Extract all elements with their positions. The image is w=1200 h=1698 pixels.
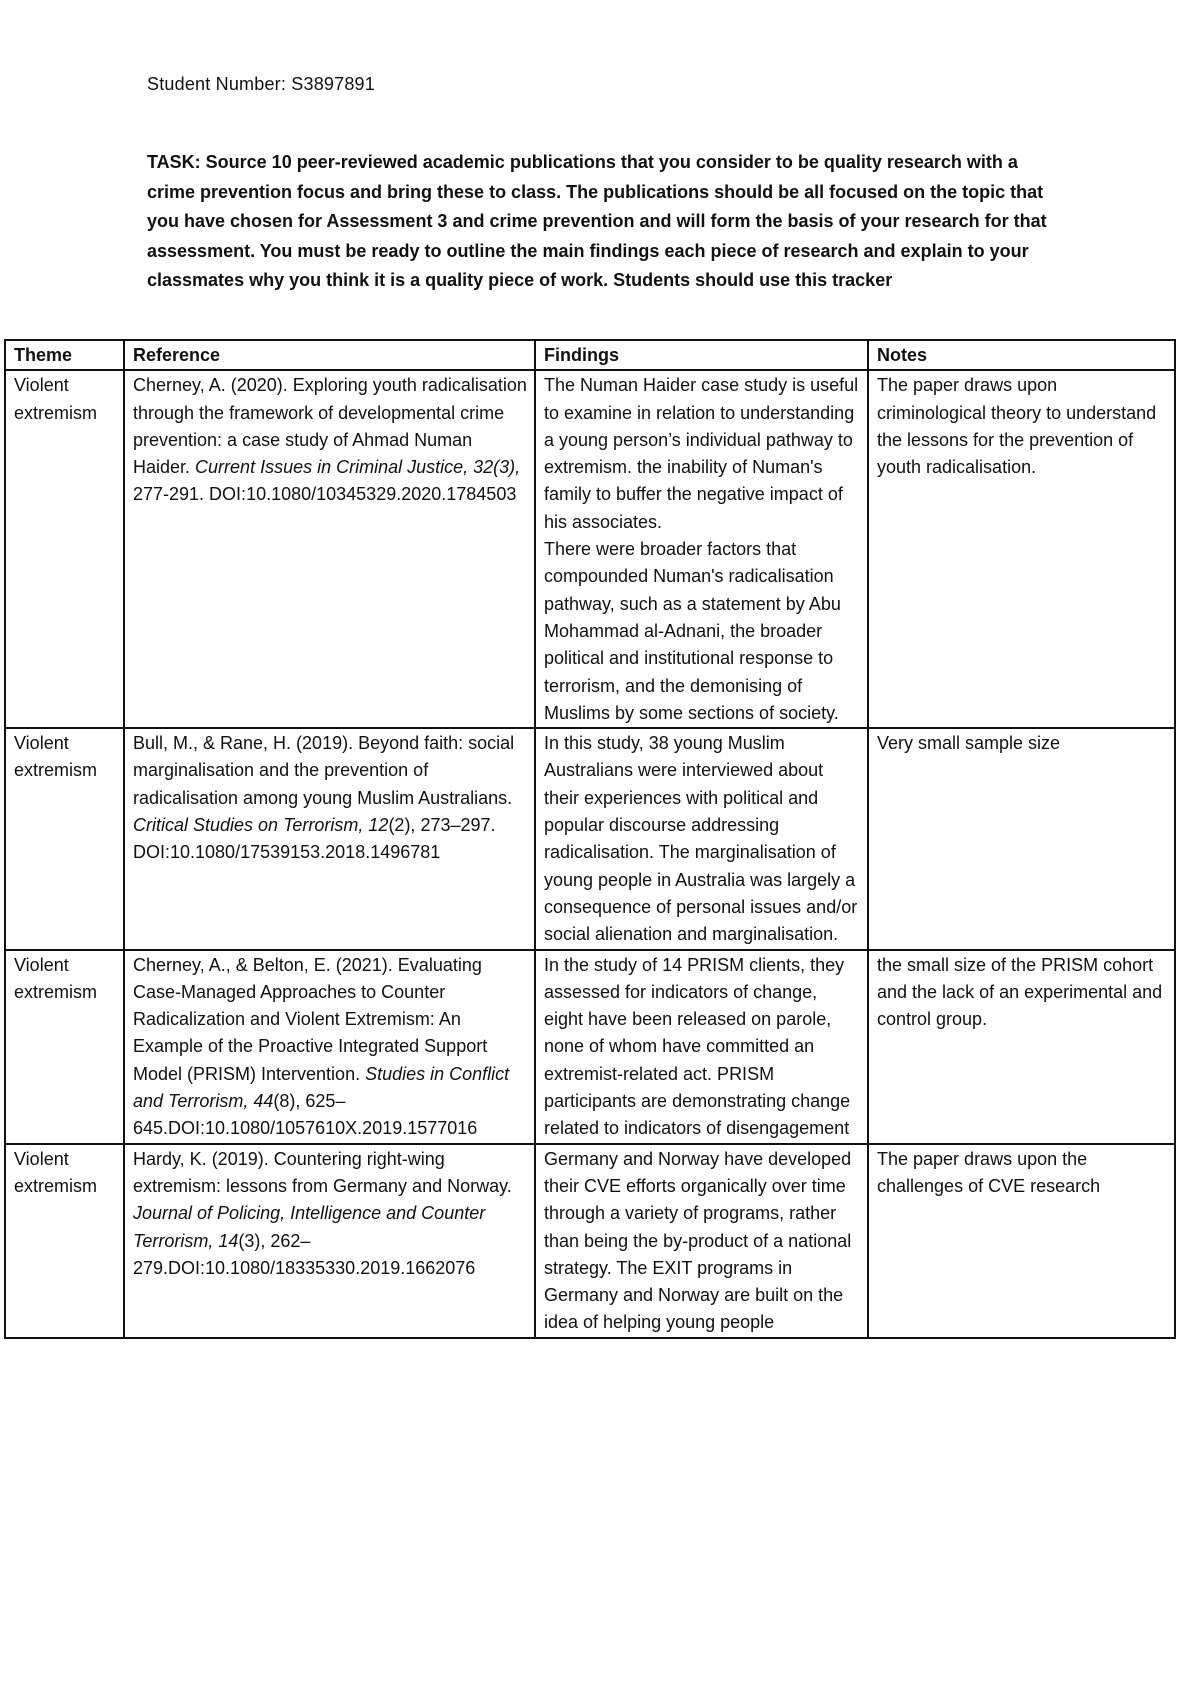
notes-cell: The paper draws upon the challenges of CVE research xyxy=(868,1144,1175,1338)
reference-text: Hardy, K. (2019). Countering right-wing extremism: lessons from Germany and Norway. xyxy=(133,1148,512,1196)
notes-cell: Very small sample size xyxy=(868,728,1175,949)
reference-journal: Journal of Policing, Intelligence and Counter Terrorism, 14 xyxy=(133,1203,486,1251)
student-number-label: Student Number: xyxy=(147,74,287,94)
table-row xyxy=(5,370,1175,728)
theme-cell: Violent extremism xyxy=(5,950,124,1144)
research-tracker-table xyxy=(4,339,1176,1339)
reference-details: (3), 262–279.DOI:10.1080/18335330.2019.1662076 xyxy=(133,1230,476,1278)
reference-journal: Studies in Conflict and Terrorism, 44 xyxy=(133,1063,510,1112)
header-reference: Reference xyxy=(124,340,535,370)
notes-cell: the small size of the PRISM cohort and the lack of an experimental and control group. xyxy=(868,950,1175,1144)
reference-journal: Current Issues in Criminal Justice, 32(3), xyxy=(195,457,521,478)
student-number-value: S3897891 xyxy=(291,74,375,94)
reference-text: Bull, M., & Rane, H. (2019). Beyond faith: social marginalisation and the prevention of radicalisation among young Muslim Australians. xyxy=(133,733,515,808)
table-row xyxy=(5,728,1175,949)
findings-cell: In this study, 38 young Muslim Australians were interviewed about their experiences with political and popular discourse addressing radicalisation. The marginalisation of young people in Australia was largely a consequence of personal issues and/or social alienation and marginalisation. xyxy=(535,728,868,949)
reference-details: (8), 625–645.DOI:10.1080/1057610X.2019.1577016 xyxy=(133,1091,478,1139)
table-header-row xyxy=(5,340,1175,370)
theme-cell: Violent extremism xyxy=(5,1144,124,1338)
reference-text: Cherney, A. (2020). Exploring youth radicalisation through the framework of developmental crime prevention: a case study of Ahmad Numan Haider. xyxy=(133,375,527,478)
reference-text: Cherney, A., & Belton, E. (2021). Evaluating Case-Managed Approaches to Counter Radicalization and Violent Extremism: An Example of the Proactive Integrated Support Model (PRISM) Intervention. xyxy=(133,954,488,1084)
table-row xyxy=(5,1144,1175,1338)
findings-cell xyxy=(535,370,868,728)
header-findings: Findings xyxy=(535,340,868,370)
reference-cell xyxy=(124,950,535,1144)
table-row xyxy=(5,950,1175,1144)
theme-cell: Violent extremism xyxy=(5,370,124,728)
reference-cell xyxy=(124,370,535,728)
notes-cell: The paper draws upon criminological theory to understand the lessons for the prevention of youth radicalisation. xyxy=(868,370,1175,728)
task-instructions: TASK: Source 10 peer-reviewed academic publications that you consider to be quality research with a crime prevention focus and bring these to class. The publications should be all focused on the topic that you have chosen for Assessment 3 and crime prevention and will form the basis of your research for that assessment. You must be ready to outline the main findings each piece of research and explain to your classmates why you think it is a quality piece of work. Students should use this tracker xyxy=(147,152,1047,290)
reference-details: 277-291. DOI:10.1080/10345329.2020.1784503 xyxy=(133,484,517,505)
reference-cell xyxy=(124,1144,535,1338)
header-theme: Theme xyxy=(5,340,124,370)
findings-text: The Numan Haider case study is useful to examine in relation to understanding a young person’s individual pathway to extremism. the inability of Numan's family to buffer the negative impact of his associates. xyxy=(544,375,859,532)
findings-cell: Germany and Norway have developed their CVE efforts organically over time through a variety of programs, rather than being the by-product of a national strategy. The EXIT programs in Germany and Norway are built on the idea of helping young people xyxy=(535,1144,868,1338)
theme-cell: Violent extremism xyxy=(5,728,124,949)
findings-cell: In the study of 14 PRISM clients, they assessed for indicators of change, eight have been released on parole, none of whom have committed an extremist-related act. PRISM participants are demonstrating change related to indicators of disengagement xyxy=(535,950,868,1144)
reference-cell xyxy=(124,728,535,949)
student-number-line xyxy=(147,74,375,95)
findings-text-2: There were broader factors that compounded Numan's radicalisation pathway, such as a statement by Abu Mohammad al-Adnani, the broader political and institutional response to terrorism, and the demonising of Muslims by some sections of society. xyxy=(544,539,841,723)
header-notes: Notes xyxy=(868,340,1175,370)
reference-journal: Critical Studies on Terrorism, 12 xyxy=(133,815,389,836)
reference-details: (2), 273–297. DOI:10.1080/17539153.2018.1496781 xyxy=(133,815,496,863)
